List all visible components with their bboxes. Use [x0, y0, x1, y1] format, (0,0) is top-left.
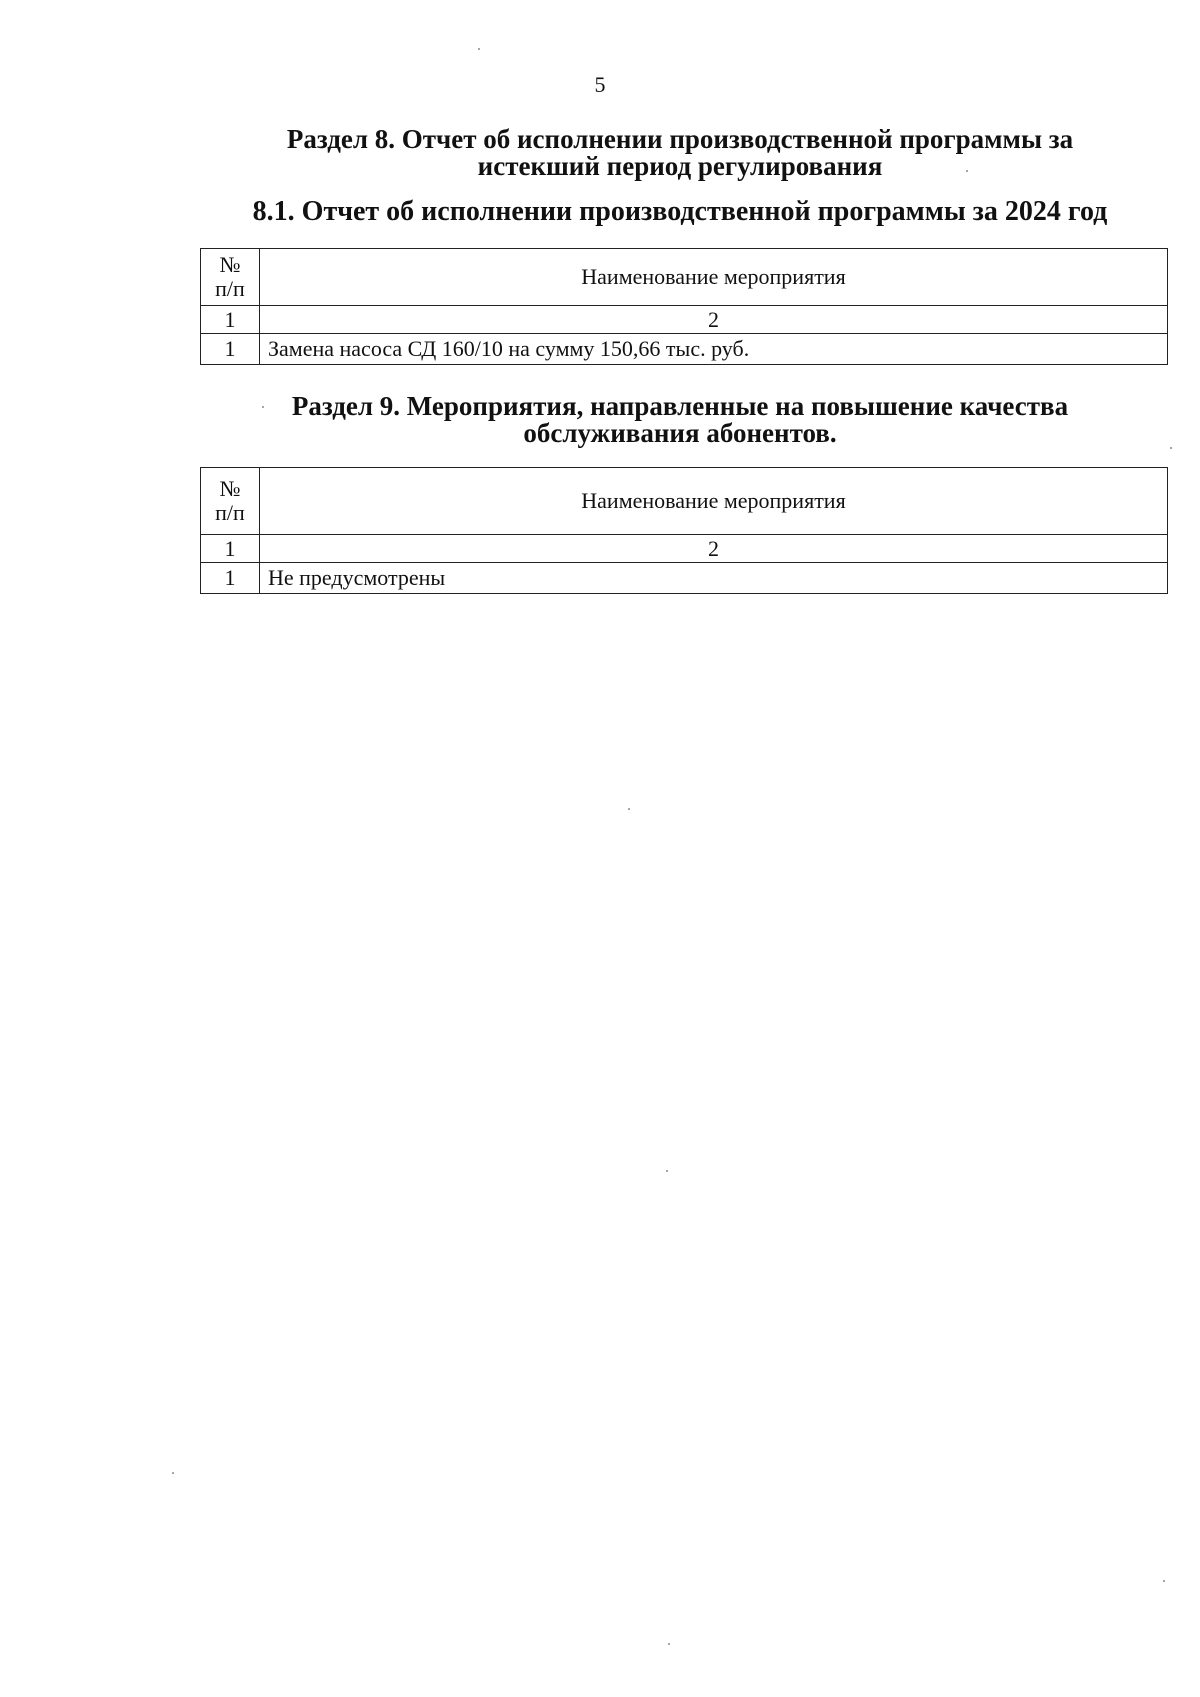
section-9-table [200, 467, 1168, 594]
page-number: 5 [594, 72, 606, 97]
scan-speck [1170, 447, 1172, 449]
scan-speck [666, 1170, 668, 1172]
scan-speck [628, 808, 630, 810]
row-name-cell: Замена насоса СД 160/10 на сумму 150,66 тыс. руб. [260, 334, 1168, 365]
section-8-title-line2: истекший период регулирования [477, 151, 883, 181]
column-header-name: Наименование мероприятия [260, 468, 1168, 535]
scan-speck [966, 170, 968, 172]
section-8-title-line1: Раздел 8. Отчет об исполнении производственной программы за [286, 124, 1074, 154]
row-number-cell: 1 [201, 334, 260, 365]
table-index-row [201, 306, 1168, 334]
number-abbrev: п/п [215, 500, 245, 525]
scan-speck [478, 48, 480, 50]
number-sign: № [219, 476, 241, 501]
table-row [201, 563, 1168, 594]
table-header-row [201, 468, 1168, 535]
section-9-title-line1: Раздел 9. Мероприятия, направленные на повышение качества [291, 391, 1069, 421]
scan-speck [262, 406, 264, 408]
section-9-title [230, 393, 1130, 447]
table-header-row [201, 249, 1168, 306]
column-header-number [201, 249, 260, 306]
index-cell-number: 1 [201, 535, 260, 563]
scan-speck [1163, 1580, 1165, 1582]
table-row [201, 334, 1168, 365]
index-cell-number: 1 [201, 306, 260, 334]
row-number-cell: 1 [201, 563, 260, 594]
index-cell-name: 2 [260, 306, 1168, 334]
scan-speck [172, 1472, 174, 1474]
column-header-name: Наименование мероприятия [260, 249, 1168, 306]
section-8-1-subtitle: 8.1. Отчет об исполнении производственной программы за 2024 год [252, 196, 1108, 227]
row-name-cell: Не предусмотрены [260, 563, 1168, 594]
column-header-number [201, 468, 260, 535]
table-index-row [201, 535, 1168, 563]
scan-speck [668, 1643, 670, 1645]
number-abbrev: п/п [215, 276, 245, 301]
section-9-title-line2: обслуживания абонентов. [523, 418, 837, 448]
index-cell-name: 2 [260, 535, 1168, 563]
number-sign: № [219, 252, 241, 277]
section-8-table [200, 248, 1168, 365]
section-8-title [230, 126, 1130, 180]
